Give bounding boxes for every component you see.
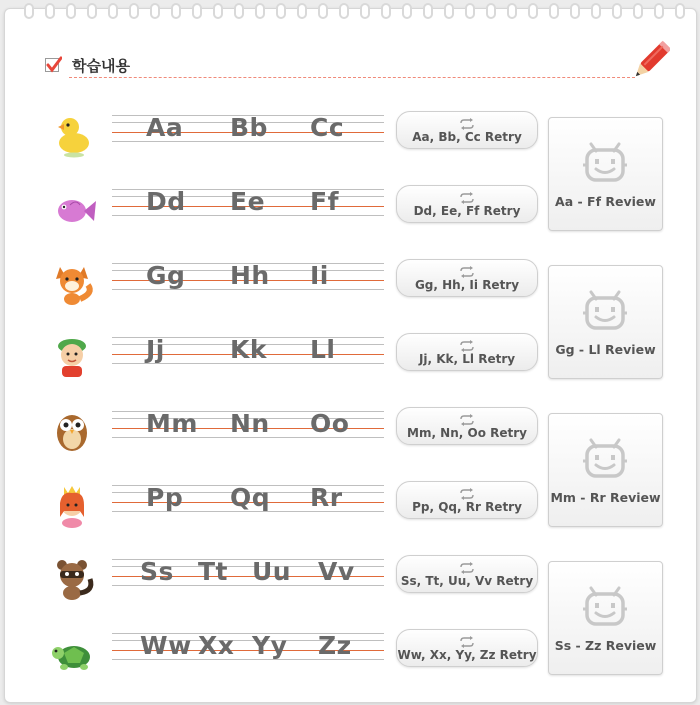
binding-ring [528, 3, 538, 19]
binding-ring [87, 3, 97, 19]
section-title: 학습내용 [72, 57, 130, 75]
binding-ring [654, 3, 664, 19]
retry-button[interactable] [396, 333, 538, 371]
letter-pair: Dd [146, 187, 186, 216]
writing-guide-lines [112, 189, 384, 215]
review-button[interactable] [548, 561, 663, 675]
review-label: Ss - Zz Review [554, 638, 657, 653]
robot-icon [581, 138, 629, 190]
binding-ring [318, 3, 328, 19]
letter-pair: Ss [140, 557, 174, 586]
checkbox-icon [45, 58, 59, 72]
binding-ring [255, 3, 265, 19]
letter-pair: Mm [146, 409, 198, 438]
fish-icon [50, 185, 96, 233]
letter-pair: Qq [230, 483, 271, 512]
letter-pair: Ee [230, 187, 266, 216]
binding-ring [276, 3, 286, 19]
retry-button[interactable] [396, 111, 538, 149]
writing-guide-lines [112, 337, 384, 363]
letter-pair: Kk [230, 335, 267, 364]
binding-ring [360, 3, 370, 19]
binding-ring [570, 3, 580, 19]
binding-ring [486, 3, 496, 19]
review-label: Gg - Ll Review [555, 342, 656, 357]
review-label: Mm - Rr Review [550, 490, 661, 505]
header-divider [69, 77, 635, 78]
retry-button[interactable] [396, 259, 538, 297]
retry-button[interactable] [396, 185, 538, 223]
binding-ring [465, 3, 475, 19]
letter-pair: Hh [230, 261, 270, 290]
owl-icon [50, 407, 96, 455]
review-button[interactable] [548, 413, 663, 527]
letter-pair: Tt [198, 557, 229, 586]
retry-button[interactable] [396, 481, 538, 519]
retry-button[interactable] [396, 555, 538, 593]
letter-pair: Nn [230, 409, 270, 438]
letter-pair: Ii [310, 261, 329, 290]
letter-pair: Jj [146, 335, 165, 364]
letter-pair: Vv [318, 557, 355, 586]
binding-ring [381, 3, 391, 19]
pencil-icon [630, 40, 670, 88]
letter-pair: Gg [146, 261, 186, 290]
binding-ring [297, 3, 307, 19]
boy-icon [50, 333, 96, 381]
binding-ring [591, 3, 601, 19]
letter-pair: Yy [252, 631, 288, 660]
binding-ring [444, 3, 454, 19]
retry-label: Ss, Tt, Uu, Vv Retry [400, 574, 534, 588]
writing-guide-lines [112, 559, 384, 585]
letter-pair: Uu [252, 557, 292, 586]
letter-pair: Aa [146, 113, 184, 142]
retry-label: Dd, Ee, Ff Retry [413, 204, 521, 218]
binding-ring [66, 3, 76, 19]
retry-label: Aa, Bb, Cc Retry [412, 130, 522, 144]
letter-pair: Pp [146, 483, 184, 512]
writing-guide-lines [112, 633, 384, 659]
turtle-icon [50, 629, 96, 677]
binding-ring [423, 3, 433, 19]
letter-pair: Ww [140, 631, 192, 660]
binding-ring [675, 3, 685, 19]
retry-label: Pp, Qq, Rr Retry [412, 500, 522, 514]
robot-icon [581, 286, 629, 338]
binding-ring [339, 3, 349, 19]
binding-ring [549, 3, 559, 19]
binding-ring [129, 3, 139, 19]
binding-ring [45, 3, 55, 19]
letter-pair: Rr [310, 483, 343, 512]
binding-ring [150, 3, 160, 19]
writing-guide-lines [112, 115, 384, 141]
retry-label: Jj, Kk, Ll Retry [418, 352, 516, 366]
binding-ring [507, 3, 517, 19]
retry-button[interactable] [396, 629, 538, 667]
binding-ring [234, 3, 244, 19]
retry-label: Mm, Nn, Oo Retry [407, 426, 527, 440]
writing-guide-lines [112, 263, 384, 289]
letter-pair: Ff [310, 187, 339, 216]
letter-pair: Bb [230, 113, 268, 142]
fox-icon [50, 259, 96, 307]
binding-ring [612, 3, 622, 19]
retry-label: Gg, Hh, Ii Retry [414, 278, 520, 292]
raccoon-icon [50, 555, 96, 603]
binding-ring [171, 3, 181, 19]
binding-ring [213, 3, 223, 19]
binding-ring [633, 3, 643, 19]
writing-guide-lines [112, 411, 384, 437]
letter-pair: Zz [318, 631, 352, 660]
review-button[interactable] [548, 265, 663, 379]
binding-ring [108, 3, 118, 19]
binding-ring [402, 3, 412, 19]
letter-pair: Cc [310, 113, 345, 142]
letter-pair: Ll [310, 335, 336, 364]
retry-button[interactable] [396, 407, 538, 445]
robot-icon [581, 434, 629, 486]
letter-pair: Xx [198, 631, 235, 660]
binding-ring [192, 3, 202, 19]
notebook-rings [0, 0, 700, 26]
robot-icon [581, 582, 629, 634]
binding-ring [24, 3, 34, 19]
review-label: Aa - Ff Review [555, 194, 656, 209]
section-header [45, 55, 635, 81]
duck-icon [50, 111, 96, 159]
writing-guide-lines [112, 485, 384, 511]
princess-icon [50, 481, 96, 529]
letter-pair: Oo [310, 409, 350, 438]
review-button[interactable] [548, 117, 663, 231]
retry-label: Ww, Xx, Yy, Zz Retry [397, 648, 537, 662]
